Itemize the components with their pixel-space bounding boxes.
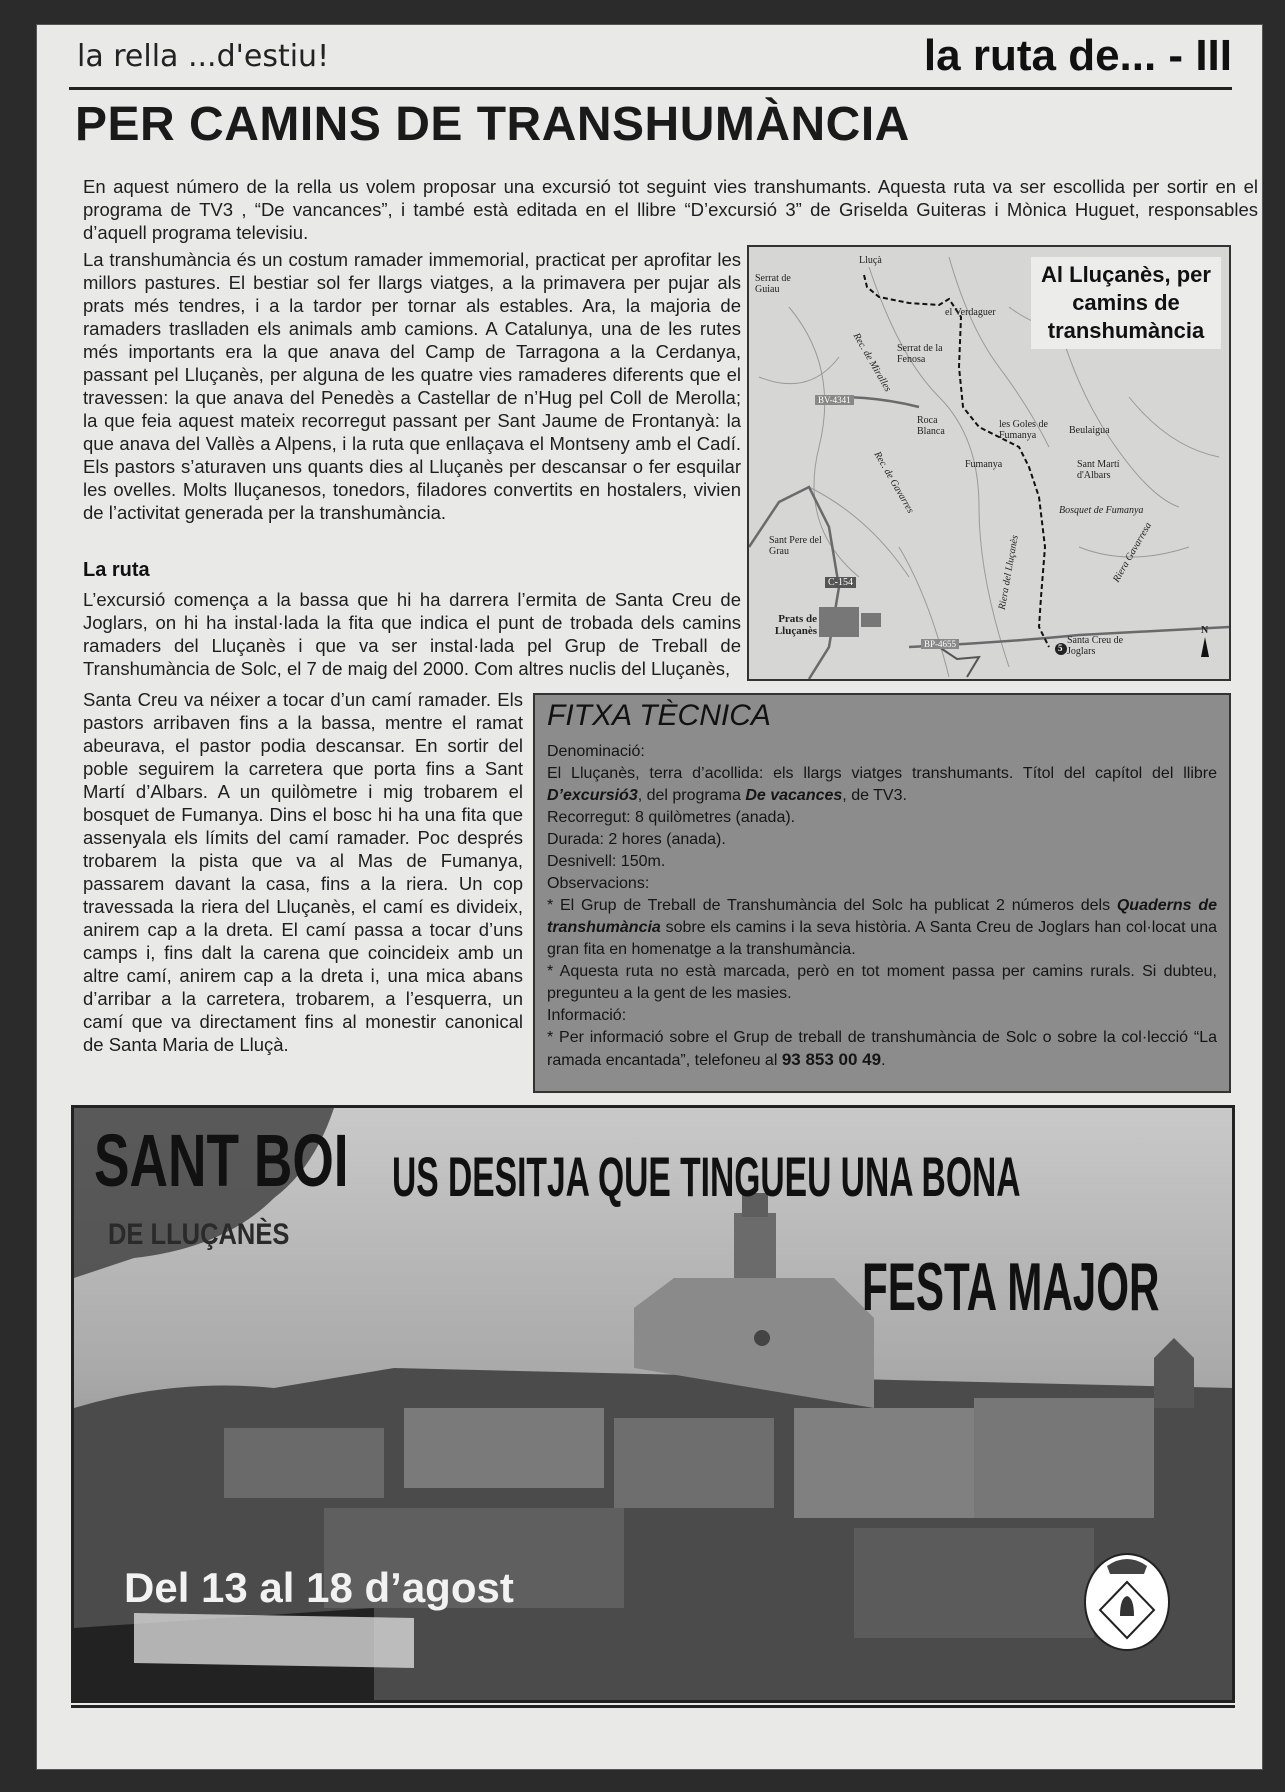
- observacio-1: * El Grup de Treball de Transhumància del Solc ha publicat 2 números dels Quaderns de transhumància sobre els camins i la seva història. A Santa Creu de Joglars han col·locat una gran fita en homenatge a la transhumància.: [547, 897, 1217, 958]
- map-label: Prats de Lluçanès: [774, 613, 817, 637]
- route-number-badge: 5: [1058, 643, 1063, 653]
- map-label: Santa Creu de Joglars: [1067, 635, 1124, 657]
- informacio-text: * Per informació sobre el Grup de treball de transhumància de Solc o sobre la col·lecció “La ramada encantada”, telefoneu al 93 853 00 49.: [547, 1029, 1217, 1069]
- map-title: Al Lluçanès, per camins de transhumància: [1031, 257, 1221, 349]
- denominacio-label: Denominació:: [547, 743, 645, 760]
- bottom-rule: [71, 1705, 1235, 1708]
- newspaper-page: [36, 24, 1263, 1770]
- town-coat-of-arms-icon: [1082, 1544, 1172, 1654]
- header-publication: la rella ...d'estiu!: [77, 39, 330, 74]
- header-section: la ruta de... - III: [923, 31, 1232, 80]
- technical-sheet-box: [533, 693, 1231, 1093]
- route-map: [747, 245, 1231, 681]
- map-label: BP-4655: [921, 639, 959, 649]
- map-label: Serrat de Guiau: [755, 273, 791, 295]
- map-label: el Verdaguer: [945, 307, 996, 318]
- map-label: Rec. de Gavarres: [871, 449, 916, 516]
- map-label: C-154: [825, 577, 856, 588]
- map-label: Riera Gavarresa: [1111, 520, 1155, 585]
- recorregut-text: Recorregut: 8 quilòmetres (anada).: [547, 809, 796, 826]
- phone-number: 93 853 00 49: [781, 1050, 882, 1069]
- observacio-2: * Aquesta ruta no està marcada, però en tot moment passa per camins rurals. Si dubteu, pregunteu a la gent de les masies.: [547, 963, 1217, 1002]
- map-label: Beulaigua: [1069, 425, 1110, 436]
- article-paragraph-2: L’excursió comença a la bassa que hi ha darrera l’ermita de Santa Creu de Joglars, on hi ha instal·lada la fita que indica el punt de trobada dels camins ramaders del Lluçanès i que va ser instal·lada pel Grup de Treball de Transhumància de Solc, el 7 de maig del 2000. Com altres nuclis del Lluçanès,: [83, 589, 741, 679]
- map-label: Lluçà: [859, 255, 882, 266]
- ad-line-2: FESTA MAJOR: [862, 1249, 1160, 1325]
- article-title: PER CAMINS DE TRANSHUMÀNCIA: [75, 98, 910, 151]
- section-heading-la-ruta: La ruta: [83, 559, 150, 581]
- map-label: Rec. de Miralles: [850, 331, 894, 394]
- ad-line-1: US DESITJA QUE TINGUEU UNA BONA: [392, 1145, 1021, 1208]
- article-intro: En aquest número de la rella us volem proposar una excursió tot seguint vies transhumants. Aquesta ruta va ser escollida per sortir en el programa de TV3 , “De vancances”, i també està editada en el llibre “D’excursió 3” de Griselda Guiteras i Mònica Huguet, responsables d’aquell programa televisiu.: [83, 176, 1258, 243]
- map-label: Serrat de la Fenosa: [897, 343, 943, 365]
- technical-sheet-title: FITXA TÈCNICA: [547, 699, 771, 732]
- map-label: Roca Blanca: [917, 415, 945, 437]
- article-paragraph-1: La transhumància és un costum ramader immemorial, practicat per aprofitar les millors pastures. El bestiar sol fer llargs viatges, a la primavera per pujar als prats més tendres, i a la tardor per tornar als estables. Ara, la majoria de ramaders traslladen els animals amb camions. A Catalunya, una de les rutes més importants era la que anava del Camp de Tarragona a la Cerdanya, passant pel Lluçanès, per alguna de les quatre vies ramaderes diferents que el travessen: la que anava del Penedès a Castellar de n’Hug pel Coll de Merolla; la que feia aquest mateix recorregut passant per Sant Jaume de Frontanyà: la que anava del Vallès a Alpens, i la ruta que enllaçava el Montseny amb el Cadí. Els pastors s’aturaven uns quants dies al Lluçanès per descansar o fer esquilar les ovelles. Molts lluçanesos, tonedors, filadores convertits en hostalers, vivien de l’activitat generada per la transhumància.: [83, 249, 741, 523]
- article-paragraph-3: Santa Creu va néixer a tocar d’un camí ramader. Els pastors arribaven fins a la bassa, mentre el ramat abeurava, el pastor podia descansar. En sortir del poble seguirem la carretera que porta fins a Sant Martí d’Albars. A un quilòmetre i mig trobarem el bosquet de Fumanya. Dins el bosc hi ha una fita que assenyala els límits del camí ramader. Poc després trobarem la pista que va al Mas de Fumanya, passarem davant la casa, fins a la riera. Un cop travessada la riera del Lluçanès, el camí es divideix, anirem cap a la dreta. El camí passa a tocar d’uns camps i, fins dalt la carena que coincideix amb un altre camí, anirem cap a la dreta i, una mica abans d’arribar a la carretera, trobarem, a l’esquerra, un camí que va directament fins al monestir canonical de Santa Maria de Lluçà.: [83, 689, 523, 1055]
- map-label: BV-4341: [815, 395, 854, 405]
- observacions-label: Observacions:: [547, 875, 650, 892]
- map-label: Fumanya: [965, 459, 1003, 470]
- map-label: les Goles de Fumanya: [999, 419, 1048, 441]
- desnivell-text: Desnivell: 150m.: [547, 853, 666, 870]
- map-label: Riera del Lluçanès: [996, 534, 1021, 611]
- map-label: Bosquet de Fumanya: [1059, 505, 1144, 516]
- informacio-label: Informació:: [547, 1007, 627, 1024]
- denominacio-text: El Lluçanès, terra d’acollida: els llargs viatges transhumants. Títol del capítol del llibre D’excursió3, del programa De vacances, de TV3.: [547, 765, 1217, 804]
- ad-de-llucanes: DE LLUÇANÈS: [108, 1218, 290, 1251]
- durada-text: Durada: 2 hores (anada).: [547, 831, 726, 848]
- header-rule: [69, 87, 1232, 90]
- technical-sheet-body: [547, 741, 1217, 1072]
- map-label: Sant Martí d'Albars: [1077, 459, 1120, 481]
- north-arrow-label: N: [1201, 625, 1209, 636]
- map-label: Sant Pere del Grau: [769, 535, 822, 557]
- festa-major-advert: [71, 1105, 1235, 1703]
- ad-dates: Del 13 al 18 d’agost: [124, 1564, 514, 1611]
- ad-sant-boi: SANT BOI: [94, 1119, 349, 1202]
